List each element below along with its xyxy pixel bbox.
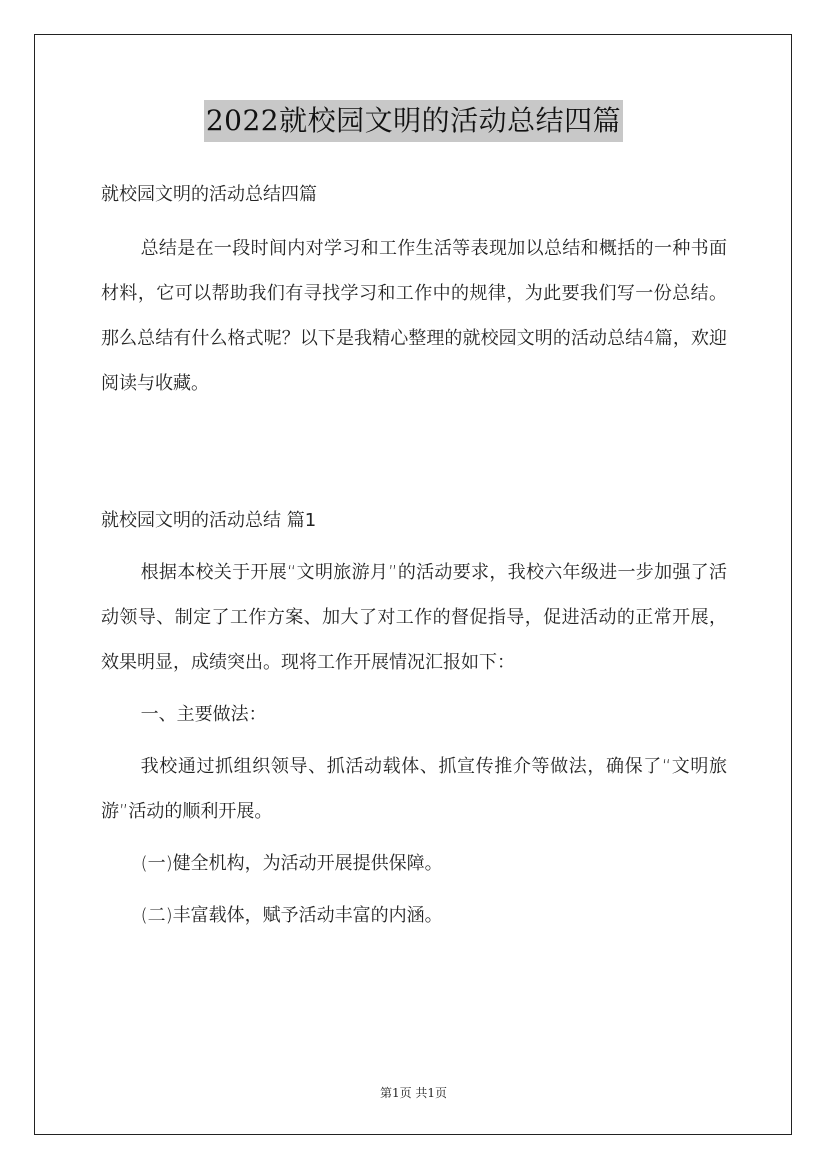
intro-block — [101, 226, 727, 406]
page-footer: 第1页 共1页 — [379, 1086, 448, 1100]
document-subtitle: 就校园文明的活动总结四篇 — [101, 184, 317, 205]
section-1-paragraph-1: 根据本校关于开展“文明旅游月”的活动要求，我校六年级进一步加强了活动领导、制定了工作方案、加大了对工作的督促指导，促进活动的正常开展，效果明显，成绩突出。现将工作开展情况汇报如下： — [101, 562, 727, 673]
section-1-heading: 就校园文明的活动总结 篇1 — [101, 510, 317, 531]
intro-paragraph: 总结是在一段时间内对学习和工作生活等表现加以总结和概括的一种书面材料，它可以帮助我们有寻找学习和工作中的规律，为此要我们写一份总结。那么总结有什么格式呢？以下是我精心整理的就校园文明的活动总结4篇，欢迎阅读与收藏。 — [101, 238, 727, 394]
section-1-paragraph-4: (一)健全机构，为活动开展提供保障。 — [140, 853, 443, 874]
document-title: 2022就校园文明的活动总结四篇 — [204, 100, 623, 142]
section-1-paragraph-5: (二)丰富载体，赋予活动丰富的内涵。 — [140, 905, 443, 926]
title-container — [0, 100, 827, 142]
section-1-body — [101, 550, 727, 938]
section-1-paragraph-3: 我校通过抓组织领导、抓活动载体、抓宣传推介等做法，确保了“文明旅游”活动的顺利开展。 — [101, 756, 727, 822]
section-1-paragraph-2: 一、主要做法： — [140, 704, 267, 725]
